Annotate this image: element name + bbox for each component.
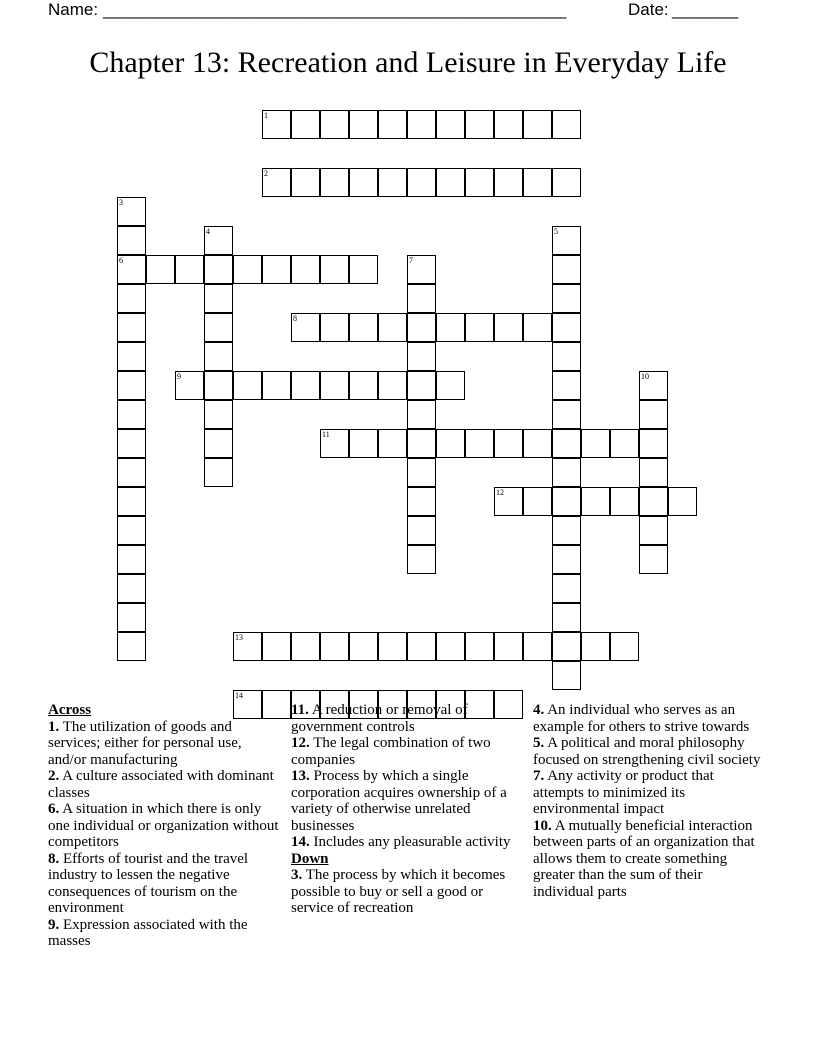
grid-cell[interactable] bbox=[436, 371, 465, 400]
grid-cell[interactable] bbox=[117, 226, 146, 255]
grid-cell[interactable] bbox=[494, 313, 523, 342]
grid-cell[interactable] bbox=[262, 632, 291, 661]
grid-cell[interactable] bbox=[494, 487, 523, 516]
clue-across-8: 8. Efforts of tourist and the travel industry to lessen the negative consequences of tourism on the environment bbox=[48, 850, 249, 916]
grid-cell[interactable] bbox=[320, 632, 349, 661]
grid-cell[interactable] bbox=[320, 110, 349, 139]
grid-cell[interactable] bbox=[523, 429, 552, 458]
grid-cell[interactable] bbox=[349, 371, 378, 400]
grid-cell[interactable] bbox=[552, 226, 581, 255]
grid-cell[interactable] bbox=[291, 255, 320, 284]
grid-cell[interactable] bbox=[581, 429, 610, 458]
clues-column-3 bbox=[533, 702, 765, 900]
grid-cell[interactable] bbox=[407, 342, 436, 371]
grid-cell[interactable] bbox=[407, 545, 436, 574]
grid-cell[interactable] bbox=[552, 661, 581, 690]
grid-cell[interactable] bbox=[494, 429, 523, 458]
grid-cell[interactable] bbox=[639, 400, 668, 429]
grid-cell[interactable] bbox=[378, 429, 407, 458]
grid-cell[interactable] bbox=[552, 400, 581, 429]
grid-cell[interactable] bbox=[639, 516, 668, 545]
grid-cell[interactable] bbox=[117, 632, 146, 661]
grid-cell[interactable] bbox=[407, 487, 436, 516]
grid-cell[interactable] bbox=[320, 371, 349, 400]
grid-cell[interactable] bbox=[291, 313, 320, 342]
name-label: Name: bbox=[48, 0, 99, 19]
grid-cell[interactable] bbox=[552, 168, 581, 197]
grid-cell[interactable] bbox=[639, 371, 668, 400]
grid-cell[interactable] bbox=[117, 371, 146, 400]
grid-cell[interactable] bbox=[407, 313, 436, 342]
clue-number: 2 bbox=[264, 169, 268, 178]
clue-number: 10 bbox=[641, 372, 649, 381]
grid-cell[interactable] bbox=[378, 632, 407, 661]
clue-across-2: 2. A culture associated with dominant classes bbox=[48, 768, 274, 801]
grid-cell[interactable] bbox=[233, 632, 262, 661]
grid-cell[interactable] bbox=[465, 110, 494, 139]
grid-cell[interactable] bbox=[117, 400, 146, 429]
grid-cell[interactable] bbox=[552, 516, 581, 545]
grid-cell[interactable] bbox=[465, 632, 494, 661]
grid-cell[interactable] bbox=[552, 371, 581, 400]
grid-cell[interactable] bbox=[378, 371, 407, 400]
grid-cell[interactable] bbox=[320, 313, 349, 342]
date-label: Date: bbox=[628, 0, 669, 19]
grid-cell[interactable] bbox=[407, 632, 436, 661]
grid-cell[interactable] bbox=[204, 400, 233, 429]
clue-across-12: 12. The legal combination of two companies bbox=[291, 735, 491, 768]
grid-cell[interactable] bbox=[117, 342, 146, 371]
grid-cell[interactable] bbox=[552, 574, 581, 603]
grid-cell[interactable] bbox=[552, 545, 581, 574]
grid-cell[interactable] bbox=[407, 110, 436, 139]
clue-number: 13 bbox=[235, 633, 243, 642]
grid-cell[interactable] bbox=[465, 313, 494, 342]
across-heading: Across bbox=[48, 702, 92, 718]
down-heading: Down bbox=[291, 850, 329, 867]
grid-cell[interactable] bbox=[204, 371, 233, 400]
grid-cell[interactable] bbox=[407, 516, 436, 545]
grid-cell[interactable] bbox=[320, 429, 349, 458]
grid-cell[interactable] bbox=[610, 632, 639, 661]
clue-number: 5 bbox=[554, 227, 558, 236]
clue-number: 12 bbox=[496, 488, 504, 497]
grid-cell[interactable] bbox=[349, 255, 378, 284]
grid-cell[interactable] bbox=[349, 110, 378, 139]
grid-cell[interactable] bbox=[407, 400, 436, 429]
grid-cell[interactable] bbox=[204, 458, 233, 487]
grid-cell[interactable] bbox=[436, 313, 465, 342]
grid-cell[interactable] bbox=[117, 255, 146, 284]
grid-cell[interactable] bbox=[523, 632, 552, 661]
grid-cell[interactable] bbox=[436, 168, 465, 197]
grid-cell[interactable] bbox=[581, 632, 610, 661]
grid-cell[interactable] bbox=[639, 458, 668, 487]
page-title: Chapter 13: Recreation and Leisure in Everyday Life bbox=[89, 46, 727, 79]
grid-cell[interactable] bbox=[407, 284, 436, 313]
grid-cell[interactable] bbox=[204, 284, 233, 313]
grid-cell[interactable] bbox=[175, 255, 204, 284]
clue-number: 6 bbox=[119, 256, 123, 265]
grid-cell[interactable] bbox=[668, 487, 697, 516]
grid-cell[interactable] bbox=[407, 168, 436, 197]
grid-cell[interactable] bbox=[436, 429, 465, 458]
grid-cell[interactable] bbox=[349, 313, 378, 342]
grid-cell[interactable] bbox=[523, 168, 552, 197]
clue-number: 11 bbox=[322, 430, 330, 439]
grid-cell[interactable] bbox=[320, 255, 349, 284]
clue-down-4: 4. An individual who serves as an example for others to strive towards bbox=[533, 702, 750, 735]
grid-cell[interactable] bbox=[523, 110, 552, 139]
grid-cell[interactable] bbox=[204, 313, 233, 342]
clue-across-14: 14. Includes any pleasurable activity bbox=[291, 834, 511, 850]
grid-cell[interactable] bbox=[204, 342, 233, 371]
clue-down-3: 3. The process by which it becomes possible to buy or sell a good or service of recreation bbox=[291, 867, 506, 916]
clue-number: 1 bbox=[264, 111, 268, 120]
grid-cell[interactable] bbox=[523, 487, 552, 516]
grid-cell[interactable] bbox=[262, 110, 291, 139]
grid-cell[interactable] bbox=[639, 429, 668, 458]
grid-cell[interactable] bbox=[291, 110, 320, 139]
grid-cell[interactable] bbox=[378, 110, 407, 139]
grid-cell[interactable] bbox=[204, 255, 233, 284]
grid-cell[interactable] bbox=[552, 110, 581, 139]
grid-cell[interactable] bbox=[262, 168, 291, 197]
clue-across-6: 6. A situation in which there is only one individual or organization without competitors bbox=[48, 801, 279, 850]
grid-cell[interactable] bbox=[407, 371, 436, 400]
grid-cell[interactable] bbox=[117, 197, 146, 226]
name-field-line[interactable]: _________________________________________________ bbox=[103, 0, 567, 19]
grid-cell[interactable] bbox=[117, 487, 146, 516]
grid-cell[interactable] bbox=[349, 632, 378, 661]
grid-cell[interactable] bbox=[233, 371, 262, 400]
grid-cell[interactable] bbox=[291, 168, 320, 197]
clue-down-5: 5. A political and moral philosophy focused on strengthening civil society bbox=[533, 735, 761, 768]
grid-cell[interactable] bbox=[349, 429, 378, 458]
clue-number: 7 bbox=[409, 256, 413, 265]
clue-down-10: 10. A mutually beneficial interaction between parts of an organization that allows them to create something greater than the sum of their individual parts bbox=[533, 817, 755, 900]
clue-number: 4 bbox=[206, 227, 210, 236]
grid-cell[interactable] bbox=[407, 429, 436, 458]
grid-cell[interactable] bbox=[378, 313, 407, 342]
grid-cell[interactable] bbox=[552, 313, 581, 342]
grid-cell[interactable] bbox=[262, 371, 291, 400]
grid-cell[interactable] bbox=[465, 429, 494, 458]
grid-cell[interactable] bbox=[291, 371, 320, 400]
grid-cell[interactable] bbox=[378, 168, 407, 197]
clue-across-11: 11. A reduction or removal of government controls bbox=[291, 702, 468, 735]
grid-cell[interactable] bbox=[552, 458, 581, 487]
grid-cell[interactable] bbox=[117, 516, 146, 545]
grid-cell[interactable] bbox=[494, 110, 523, 139]
clue-down-7: 7. Any activity or product that attempts to minimized its environmental impact bbox=[533, 768, 714, 817]
grid-cell[interactable] bbox=[233, 255, 262, 284]
grid-cell[interactable] bbox=[349, 168, 378, 197]
grid-cell[interactable] bbox=[494, 632, 523, 661]
grid-cell[interactable] bbox=[407, 458, 436, 487]
grid-cell[interactable] bbox=[117, 545, 146, 574]
grid-cell[interactable] bbox=[117, 284, 146, 313]
grid-cell[interactable] bbox=[610, 487, 639, 516]
clue-across-13: 13. Process by which a single corporation acquires ownership of a variety of otherwise unrelated businesses bbox=[291, 768, 507, 834]
grid-cell[interactable] bbox=[436, 632, 465, 661]
grid-cell[interactable] bbox=[204, 226, 233, 255]
grid-cell[interactable] bbox=[639, 545, 668, 574]
grid-cell[interactable] bbox=[320, 168, 349, 197]
grid-cell[interactable] bbox=[175, 371, 204, 400]
grid-cell[interactable] bbox=[117, 313, 146, 342]
grid-cell[interactable] bbox=[552, 603, 581, 632]
clues-column-2 bbox=[291, 702, 523, 917]
grid-cell[interactable] bbox=[262, 255, 291, 284]
clue-across-1: 1. The utilization of goods and services; either for personal use, and/or manufacturing bbox=[48, 718, 242, 768]
grid-cell[interactable] bbox=[117, 458, 146, 487]
date-field-line[interactable]: _______ bbox=[672, 0, 739, 19]
grid-cell[interactable] bbox=[552, 284, 581, 313]
clue-number: 14 bbox=[235, 691, 243, 700]
grid-cell[interactable] bbox=[523, 313, 552, 342]
grid-cell[interactable] bbox=[465, 168, 494, 197]
clues-column-1 bbox=[48, 702, 280, 950]
grid-cell[interactable] bbox=[291, 632, 320, 661]
grid-cell[interactable] bbox=[146, 255, 175, 284]
grid-cell[interactable] bbox=[407, 255, 436, 284]
grid-cell[interactable] bbox=[117, 429, 146, 458]
grid-cell[interactable] bbox=[552, 632, 581, 661]
grid-cell[interactable] bbox=[552, 487, 581, 516]
grid-cell[interactable] bbox=[552, 429, 581, 458]
clue-across-9: 9. Expression associated with the masses bbox=[48, 916, 248, 949]
clue-number: 3 bbox=[119, 198, 123, 207]
grid-cell[interactable] bbox=[117, 574, 146, 603]
grid-cell[interactable] bbox=[610, 429, 639, 458]
grid-cell[interactable] bbox=[552, 342, 581, 371]
grid-cell[interactable] bbox=[436, 110, 465, 139]
grid-cell[interactable] bbox=[552, 255, 581, 284]
grid-cell[interactable] bbox=[117, 603, 146, 632]
grid-cell[interactable] bbox=[639, 487, 668, 516]
grid-cell[interactable] bbox=[494, 168, 523, 197]
grid-cell[interactable] bbox=[581, 487, 610, 516]
clue-number: 9 bbox=[177, 372, 181, 381]
clue-number: 8 bbox=[293, 314, 297, 323]
grid-cell[interactable] bbox=[204, 429, 233, 458]
